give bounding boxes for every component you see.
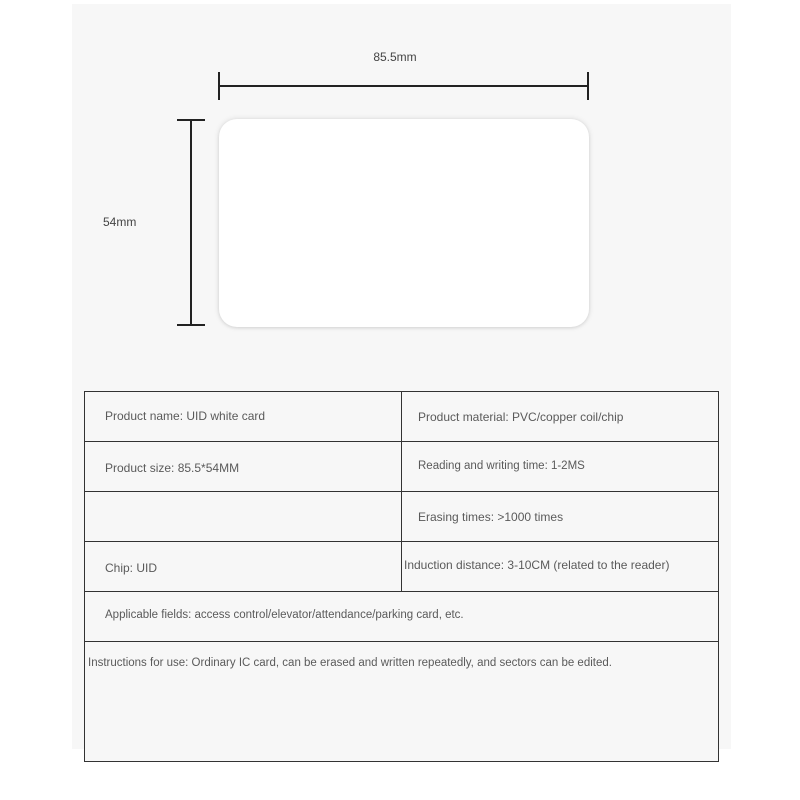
spec-chip: Chip: UID [105,561,158,575]
spec-product-size: Product size: 85.5*54MM [105,461,240,475]
height-dimension-line [190,120,192,326]
width-dimension-line [219,85,589,87]
height-dimension-cap-top [177,119,205,121]
table-row-divider [85,591,718,592]
width-dimension-cap-right [587,72,589,100]
height-dimension-cap-bottom [177,324,205,326]
spec-product-material: Product material: PVC/copper coil/chip [418,410,624,424]
spec-table [84,391,719,762]
spec-erasing-times: Erasing times: >1000 times [418,510,564,524]
spec-rw-time: Reading and writing time: 1-2MS [418,460,585,472]
spec-instructions: Instructions for use: Ordinary IC card, can be erased and written repeatedly, and sectors can be edited. [88,657,612,669]
width-dimension-label: 85.5mm [373,50,417,64]
table-column-divider [401,392,402,591]
table-row-divider [85,641,718,642]
spec-induction-distance: Induction distance: 3-10CM (related to the reader) [404,558,670,572]
width-dimension-cap-left [218,72,220,100]
height-dimension-label: 54mm [103,215,137,229]
spec-applicable-fields: Applicable fields: access control/elevator/attendance/parking card, etc. [105,609,464,621]
spec-product-name: Product name: UID white card [105,409,266,423]
white-card-illustration [219,119,589,327]
